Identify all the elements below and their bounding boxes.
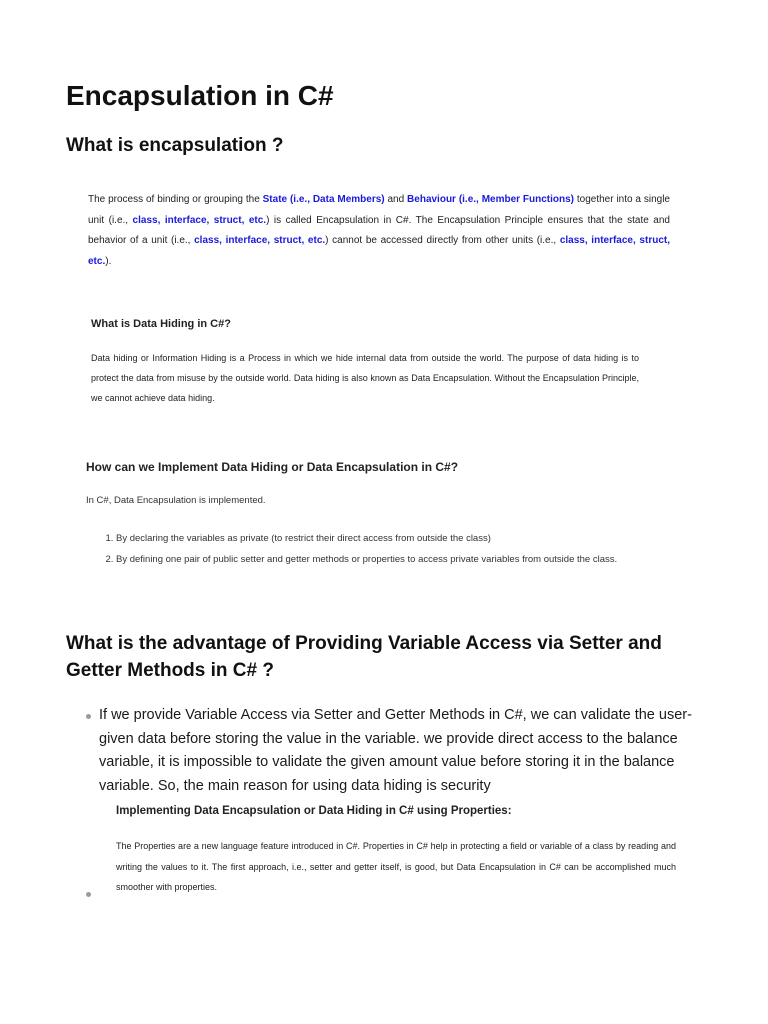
para1-text-1: The process of binding or grouping the xyxy=(88,194,263,205)
implement-intro: In C#, Data Encapsulation is implemented. xyxy=(86,495,266,506)
para1-highlight-units-3: class, interface, struct, etc. xyxy=(88,235,670,267)
implement-steps-list xyxy=(86,528,716,570)
bullet-icon xyxy=(86,714,91,719)
para1-text-5: ) cannot be accessed directly from other units (i.e., xyxy=(325,235,560,246)
para1-text-4: ) is called Encapsulation in C#. The Encapsulation Principle ensures that the state and behavior of a unit (i.e., xyxy=(88,214,670,246)
advantage-heading: What is the advantage of Providing Variable Access via Setter and Getter Methods in C# ? xyxy=(66,633,662,681)
list-item: 2. By defining one pair of public setter and getter methods or properties to access private variables from outside the class. xyxy=(116,549,716,570)
para1-highlight-behaviour: Behaviour (i.e., Member Functions) xyxy=(407,194,575,205)
para1-text-6: ). xyxy=(105,255,112,267)
properties-heading: Implementing Data Encapsulation or Data Hiding in C# using Properties: xyxy=(116,805,512,817)
para1-highlight-units-1: class, interface, struct, etc. xyxy=(132,214,267,226)
advantage-text: If we provide Variable Access via Setter and Getter Methods in C#, we can validate the user-given data before storing the value in the variable. we provide direct access to the balance variable, it is impossible to validate the given amount value before storing it in the balance variable. So, the main reason for using data hiding is security xyxy=(99,707,692,794)
data-hiding-text: Data hiding or Information Hiding is a Process in which we hide internal data from outside the world. The purpose of data hiding is to protect the data from misuse by the outside world. Data hiding is also known as Data Encapsulation. Without the Encapsulation Principle, we cannot achieve data hiding. xyxy=(91,353,639,403)
para1-text-3: together into a single unit (i.e., xyxy=(88,194,670,226)
page-title: Encapsulation in C# xyxy=(66,80,334,111)
list-item: 1. By declaring the variables as private (to restrict their direct access from outside the class) xyxy=(116,528,716,549)
para1-highlight-state: State (i.e., Data Members) xyxy=(262,194,385,205)
para1-text-2: and xyxy=(384,194,408,205)
bullet-icon xyxy=(86,892,91,897)
encapsulation-definition xyxy=(88,190,670,272)
implement-heading: How can we Implement Data Hiding or Data Encapsulation in C#? xyxy=(86,460,459,474)
para1-highlight-units-2: class, interface, struct, etc. xyxy=(194,235,326,246)
data-hiding-heading: What is Data Hiding in C#? xyxy=(91,318,231,330)
properties-text: The Properties are a new language feature introduced in C#. Properties in C# help in protecting a field or variable of a class by reading and writing the values to it. The first approach, i.e., setter and getter itself, is good, but Data Encapsulation in C# can be accomplished much smoother with properties. xyxy=(116,841,676,892)
section-heading-encapsulation: What is encapsulation ? xyxy=(66,135,284,156)
